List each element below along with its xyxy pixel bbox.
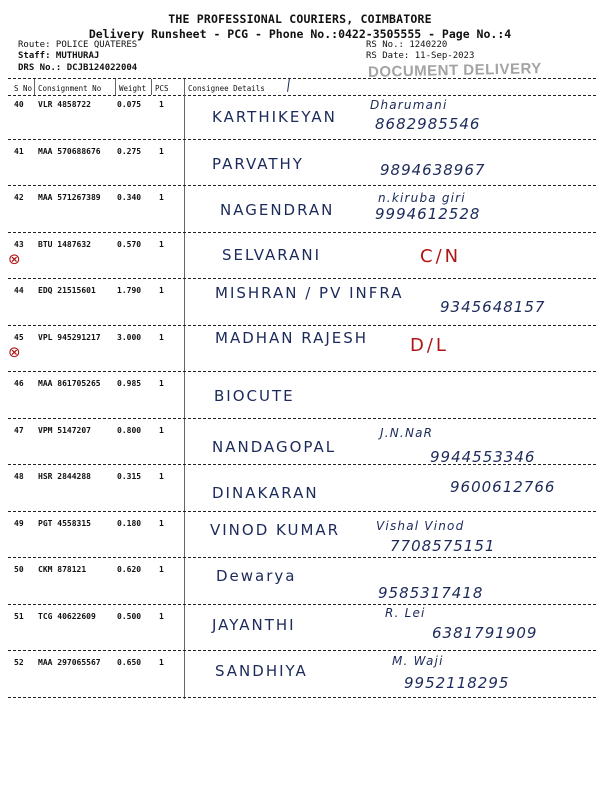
row-separator bbox=[8, 511, 596, 512]
col-consignee: Consignee Details bbox=[188, 84, 265, 93]
row-separator bbox=[8, 557, 596, 558]
row-consignment-no: MAA 297065567 bbox=[38, 658, 101, 667]
col-consignment: Consignment No bbox=[38, 84, 102, 93]
row-pcs: 1 bbox=[159, 565, 164, 574]
row-pcs: 1 bbox=[159, 332, 164, 342]
row-consignment-no: VLR 4858722 bbox=[38, 100, 91, 109]
row-pcs: 1 bbox=[159, 379, 164, 388]
consignee-name: BIOCUTE bbox=[214, 387, 295, 405]
receiver-phone: 9994612528 bbox=[375, 205, 481, 223]
undelivered-mark: ⊗ bbox=[8, 342, 21, 361]
row-consignment-no: HSR 2844288 bbox=[38, 472, 91, 481]
col-divider bbox=[34, 79, 35, 95]
receiver-phone: 9894638967 bbox=[380, 160, 486, 179]
row-sno: 45 bbox=[14, 332, 24, 342]
consignee-name: NAGENDRAN bbox=[220, 201, 335, 219]
rs-number: RS No.: 1240220 bbox=[366, 40, 448, 50]
row-weight: 3.000 bbox=[117, 332, 142, 342]
row-weight: 0.570 bbox=[117, 239, 142, 249]
row-weight: 0.800 bbox=[117, 425, 142, 435]
consignee-name: Dewarya bbox=[216, 567, 297, 585]
col-divider bbox=[115, 79, 116, 95]
col-sno: S No bbox=[14, 84, 33, 93]
consignee-name: SELVARANI bbox=[222, 245, 321, 264]
row-consignment-no: VPM 5147207 bbox=[38, 425, 91, 435]
row-weight: 0.985 bbox=[117, 379, 142, 388]
receiver-signature: J.N.NaR bbox=[380, 425, 434, 440]
receiver-phone: 9952118295 bbox=[404, 674, 510, 692]
row-separator bbox=[8, 604, 596, 605]
row-sno: 49 bbox=[14, 518, 24, 528]
receiver-signature: M. Waji bbox=[392, 654, 444, 668]
undelivered-mark: ⊗ bbox=[8, 249, 21, 268]
row-sno: 50 bbox=[14, 565, 24, 574]
consignee-divider bbox=[184, 79, 185, 699]
row-consignment-no: BTU 1487632 bbox=[38, 239, 91, 249]
row-consignment-no: CKM 878121 bbox=[38, 565, 87, 574]
consignee-name: JAYANTHI bbox=[212, 615, 296, 634]
route-label: Route: POLICE QUATERES bbox=[18, 40, 138, 50]
row-pcs: 1 bbox=[159, 472, 164, 481]
consignee-name: PARVATHY bbox=[212, 154, 304, 173]
row-weight: 0.180 bbox=[117, 518, 142, 528]
row-weight: 0.315 bbox=[117, 472, 142, 481]
consignee-name: SANDHIYA bbox=[215, 662, 308, 680]
drs-number: DRS No.: DCJB124022004 bbox=[18, 63, 138, 73]
row-sno: 44 bbox=[14, 286, 24, 295]
row-weight: 0.650 bbox=[117, 658, 142, 667]
receiver-phone: 9345648157 bbox=[440, 298, 546, 316]
row-consignment-no: PGT 4558315 bbox=[38, 518, 91, 528]
staff-label: Staff: MUTHURAJ bbox=[18, 51, 100, 61]
row-sno: 43 bbox=[14, 239, 24, 249]
row-separator bbox=[8, 278, 596, 279]
row-sno: 42 bbox=[14, 193, 24, 202]
delivery-status: C/N bbox=[420, 245, 462, 267]
row-consignment-no: VPL 945291217 bbox=[38, 332, 101, 342]
rs-date: RS Date: 11-Sep-2023 bbox=[366, 51, 475, 61]
row-pcs: 1 bbox=[159, 193, 164, 202]
row-weight: 1.790 bbox=[117, 286, 142, 295]
receiver-phone: 8682985546 bbox=[375, 115, 481, 133]
row-separator bbox=[8, 697, 596, 698]
consignee-name: MADHAN RAJESH bbox=[215, 328, 369, 347]
receiver-phone: 9585317418 bbox=[378, 584, 484, 602]
receiver-signature: R. Lei bbox=[385, 605, 426, 620]
row-consignment-no: TCG 40622609 bbox=[38, 611, 96, 621]
row-separator bbox=[8, 418, 596, 419]
pen-tick bbox=[287, 78, 292, 92]
receiver-phone: 9944553346 bbox=[430, 447, 536, 466]
row-consignment-no: MAA 570688676 bbox=[38, 146, 101, 156]
company-title: THE PROFESSIONAL COURIERS, COIMBATORE bbox=[168, 12, 432, 26]
consignee-name: DINAKARAN bbox=[212, 484, 319, 502]
row-separator bbox=[8, 371, 596, 372]
receiver-signature: n.kiruba giri bbox=[378, 191, 466, 205]
row-sno: 51 bbox=[14, 611, 24, 621]
row-weight: 0.500 bbox=[117, 611, 142, 621]
row-sno: 46 bbox=[14, 379, 24, 388]
col-weight: Weight bbox=[119, 84, 147, 93]
row-pcs: 1 bbox=[159, 146, 164, 156]
row-pcs: 1 bbox=[159, 611, 164, 621]
row-separator bbox=[8, 232, 596, 233]
col-pcs: PCS bbox=[155, 84, 169, 93]
row-sno: 41 bbox=[14, 146, 24, 156]
row-separator bbox=[8, 325, 596, 326]
header-rule-top bbox=[8, 78, 596, 79]
row-pcs: 1 bbox=[159, 286, 164, 295]
consignee-name: MISHRAN / PV INFRA bbox=[215, 284, 404, 302]
row-separator bbox=[8, 139, 596, 140]
receiver-phone: 9600612766 bbox=[450, 478, 556, 496]
consignee-name: KARTHIKEYAN bbox=[212, 108, 337, 126]
row-pcs: 1 bbox=[159, 425, 164, 435]
row-separator bbox=[8, 185, 596, 186]
row-sno: 48 bbox=[14, 472, 24, 481]
header-rule-bottom bbox=[8, 95, 596, 96]
receiver-phone: 6381791909 bbox=[432, 623, 538, 642]
row-consignment-no: EDQ 21515601 bbox=[38, 286, 96, 295]
row-sno: 40 bbox=[14, 100, 24, 109]
row-pcs: 1 bbox=[159, 658, 164, 667]
row-sno: 47 bbox=[14, 425, 24, 435]
row-weight: 0.620 bbox=[117, 565, 142, 574]
row-separator bbox=[8, 650, 596, 651]
row-pcs: 1 bbox=[159, 518, 164, 528]
receiver-signature: Dharumani bbox=[370, 98, 448, 112]
consignee-name: VINOD KUMAR bbox=[210, 520, 341, 539]
consignee-name: NANDAGOPAL bbox=[212, 437, 337, 456]
row-sno: 52 bbox=[14, 658, 24, 667]
row-weight: 0.340 bbox=[117, 193, 142, 202]
runsheet-subtitle: Delivery Runsheet - PCG - Phone No.:0422-3505555 - Page No.:4 bbox=[88, 27, 512, 41]
row-weight: 0.275 bbox=[117, 146, 142, 156]
receiver-signature: Vishal Vinod bbox=[376, 518, 465, 533]
row-consignment-no: MAA 571267389 bbox=[38, 193, 101, 202]
receiver-phone: 7708575151 bbox=[390, 536, 496, 555]
row-weight: 0.075 bbox=[117, 100, 142, 109]
row-pcs: 1 bbox=[159, 239, 164, 249]
row-separator bbox=[8, 464, 596, 465]
delivery-status: D/L bbox=[410, 334, 449, 356]
row-pcs: 1 bbox=[159, 100, 164, 109]
row-consignment-no: MAA 861705265 bbox=[38, 379, 101, 388]
col-divider bbox=[151, 79, 152, 95]
document-delivery-stamp: DOCUMENT DELIVERY bbox=[367, 60, 542, 81]
